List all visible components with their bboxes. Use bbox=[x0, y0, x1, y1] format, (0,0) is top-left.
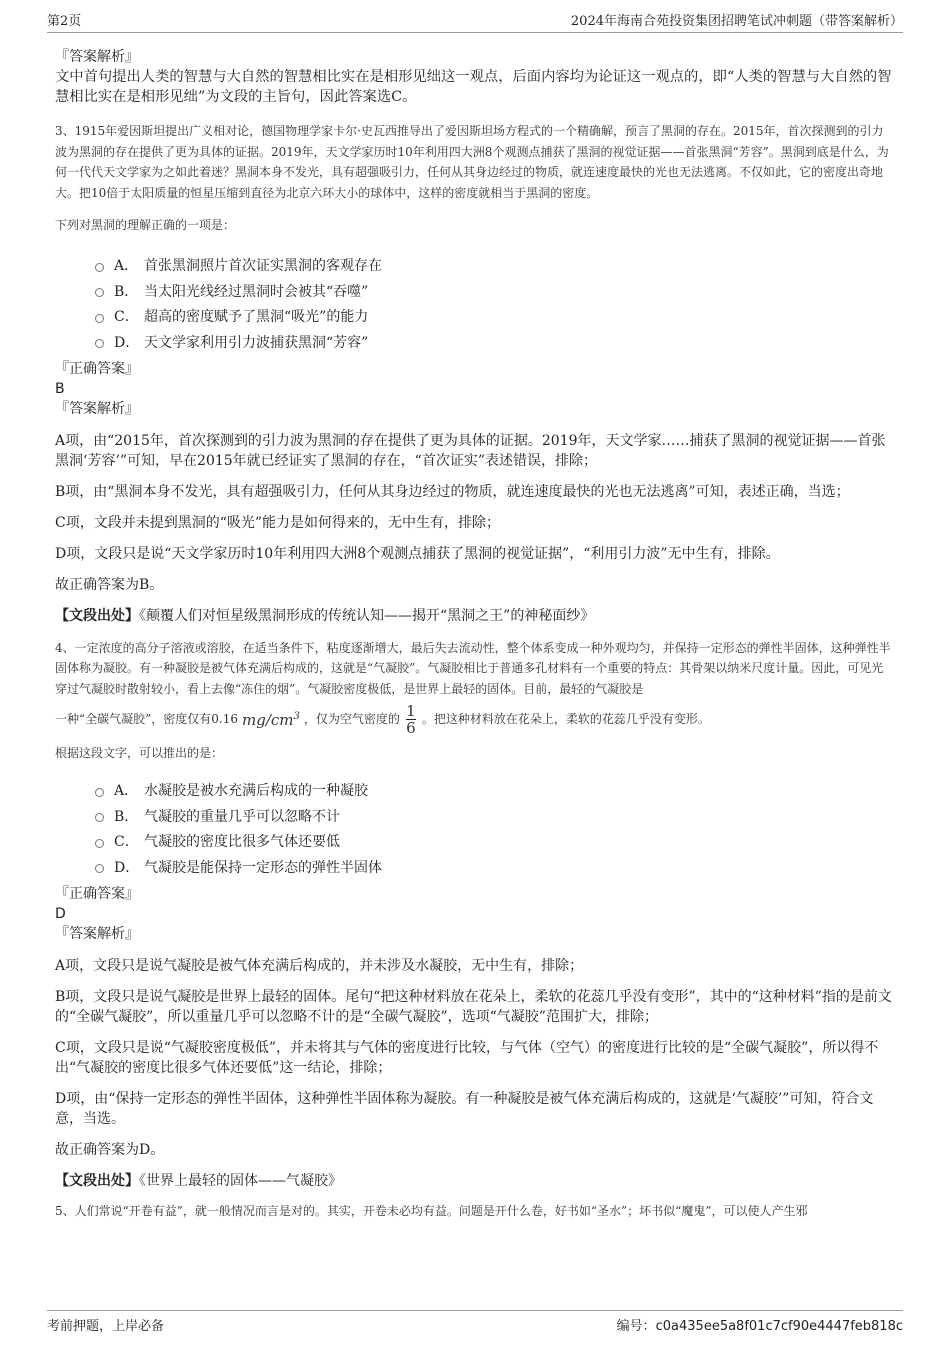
q4-analysis-label: 『答案解析』 bbox=[55, 925, 139, 942]
q4-conclusion: 故正确答案为D。 bbox=[55, 1141, 165, 1158]
q3-conclusion: 故正确答案为B。 bbox=[55, 576, 164, 593]
code-label: 编号： bbox=[616, 1319, 656, 1334]
code-value: c0a435ee5a8f01c7cf90e4447feb818c bbox=[655, 1319, 903, 1334]
q4-option-d[interactable] bbox=[55, 854, 895, 880]
q3-stem: 3、1915年爱因斯坦提出广义相对论，德国物理学家卡尔·史瓦西推导出了爱因斯坦场方程式的一个精确解，预言了黑洞的存在。2015年，首次探测到的引力波为黑洞的存在提供了更为具体的证据。2019年，天文学家历时10年利用四大洲8个观测点捕获了黑洞的视觉证据——首张黑洞“芳容”。黑洞到底是什么，为何一代代天文学家为之如此着迷？黑洞本身不发光，具有超强吸引力，任何从其身边经过的物质，就连速度最快的光也无法逃离。不仅如此，它的密度出奇地大。把10倍于太阳质量的恒星压缩到直径为北京六环大小的球体中，这样的密度就相当于黑洞的密度。 bbox=[55, 124, 889, 200]
option-letter: A． bbox=[114, 258, 139, 275]
radio-icon[interactable] bbox=[95, 288, 104, 297]
fraction-denominator: 6 bbox=[406, 718, 416, 737]
page-footer bbox=[47, 1310, 903, 1337]
source-title: 《颠覆人们对恒星级黑洞形成的传统认知——揭开“黑洞之王”的神秘面纱》 bbox=[139, 607, 595, 624]
q4-stem-part-b: ，仅为空气密度的 bbox=[303, 711, 400, 726]
q3-option-d[interactable] bbox=[55, 329, 895, 355]
source-label: 【文段出处】 bbox=[55, 1172, 139, 1189]
document-title: 2024年海南合苑投资集团招聘笔试冲刺题（带答案解析） bbox=[570, 14, 903, 29]
q3-option-c[interactable] bbox=[55, 304, 895, 330]
q2-analysis-text: 文中首句提出人类的智慧与大自然的智慧相比实在是相形见绌这一观点，后面内容均为论证这一观点的，即“人类的智慧与大自然的智慧相比实在是相形见绌”为文段的主旨句，因此答案选C。 bbox=[55, 69, 892, 105]
q4-stem: 4、一定浓度的高分子溶液或溶胶，在适当条件下，粘度逐渐增大，最后失去流动性，整个体系变成一种外观均匀，并保持一定形态的弹性半固体，这种弹性半固体称为凝胶。有一种凝胶是被气体充满后构成的，这就是“气凝胶”。气凝胶相比于普通多孔材料有一个重要的特点：其骨架以纳米尺度计量。因此，可见光穿过气凝胶时散射较小，看上去像“冻住的烟”。气凝胶密度极低，是世界上最轻的固体。目前，最轻的气凝胶是 bbox=[55, 640, 891, 696]
option-text: 天文学家利用引力波捕获黑洞“芳容” bbox=[144, 334, 369, 351]
radio-icon[interactable] bbox=[95, 839, 104, 848]
radio-icon[interactable] bbox=[95, 864, 104, 873]
page-header bbox=[47, 10, 903, 33]
q4-analysis-d: D项，由“保持一定形态的弹性半固体，这种弹性半固体称为凝胶。有一种凝胶是被气体充满后构成的，这就是‘气凝胶’”可知，符合文意，当选。 bbox=[55, 1090, 874, 1127]
q5-stem: 5、人们常说“开卷有益”，就一般情况而言是对的。其实，开卷未必均有益。问题是开什么卷，好书如“圣水”；坏书似“魔鬼”，可以使人产生邪 bbox=[55, 1203, 808, 1218]
radio-icon[interactable] bbox=[95, 314, 104, 323]
q3-analysis-label: 『答案解析』 bbox=[55, 400, 139, 417]
q4-option-c[interactable] bbox=[55, 829, 895, 855]
q3-analysis-a: A项，由“2015年，首次探测到的引力波为黑洞的存在提供了更为具体的证据。2019年，天文学家……捕获了黑洞的视觉证据——首张黑洞‘芳容’”可知，早在2015年就已经证实了黑洞的存在，“首次证实”表述错误，排除； bbox=[55, 432, 886, 469]
q2-analysis-label: 『答案解析』 bbox=[55, 49, 139, 65]
q4-stem-formula-line bbox=[55, 701, 895, 737]
q4-question: 根据这段文字，可以推出的是： bbox=[55, 746, 224, 760]
option-letter: B． bbox=[114, 283, 139, 300]
unit-base: mg/cm bbox=[242, 711, 294, 730]
q4-option-a[interactable] bbox=[55, 778, 895, 804]
option-letter: A． bbox=[114, 783, 139, 800]
q3-analysis-c: C项，文段并未提到黑洞的“吸光”能力是如何得来的，无中生有，排除； bbox=[55, 514, 501, 531]
document-code bbox=[617, 1315, 903, 1337]
option-letter: D． bbox=[114, 859, 140, 876]
option-text: 气凝胶是能保持一定形态的弹性半固体 bbox=[144, 859, 382, 876]
q3-correct-answer: B bbox=[55, 380, 65, 397]
radio-icon[interactable] bbox=[95, 788, 104, 797]
page-number: 第2页 bbox=[47, 14, 82, 29]
option-text: 超高的密度赋予了黑洞“吸光”的能力 bbox=[144, 309, 369, 326]
density-unit bbox=[242, 707, 300, 731]
q4-options bbox=[55, 778, 895, 880]
option-letter: C． bbox=[114, 834, 139, 851]
source-label: 【文段出处】 bbox=[55, 607, 139, 624]
page-content bbox=[55, 45, 895, 1221]
q3-analysis-b: B项，由“黑洞本身不发光，具有超强吸引力，任何从其身边经过的物质，就连速度最快的光也无法逃离”可知，表述正确，当选； bbox=[55, 483, 850, 500]
footer-slogan: 考前押题，上岸必备 bbox=[47, 1319, 165, 1334]
radio-icon[interactable] bbox=[95, 263, 104, 272]
source-title: 《世界上最轻的固体——气凝胶》 bbox=[139, 1172, 342, 1189]
q3-analysis-d: D项，文段只是说“天文学家历时10年利用四大洲8个观测点捕获了黑洞的视觉证据”，“利用引力波”无中生有，排除。 bbox=[55, 545, 780, 562]
option-text: 当太阳光线经过黑洞时会被其“吞噬” bbox=[144, 283, 369, 300]
q4-analysis-c: C项，文段只是说“气凝胶密度极低”，并未将其与气体的密度进行比较，与气体（空气）的密度进行比较的是“全碳气凝胶”，所以得不出“气凝胶的密度比很多气体还要低”这一结论，排除； bbox=[55, 1039, 879, 1076]
q4-stem-part-a: 一种“全碳气凝胶”，密度仅有0.16 bbox=[55, 711, 238, 726]
q4-option-b[interactable] bbox=[55, 803, 895, 829]
q4-stem-part-c: 。把这种材料放在花朵上，柔软的花蕊几乎没有变形。 bbox=[421, 711, 710, 726]
q3-options bbox=[55, 253, 895, 355]
q3-source bbox=[55, 606, 895, 626]
fraction-numerator: 1 bbox=[406, 701, 416, 720]
option-text: 首张黑洞照片首次证实黑洞的客观存在 bbox=[144, 258, 382, 275]
option-letter: B． bbox=[114, 808, 139, 825]
q3-option-a[interactable] bbox=[55, 253, 895, 279]
fraction bbox=[406, 703, 416, 736]
q3-question: 下列对黑洞的理解正确的一项是： bbox=[55, 218, 236, 232]
unit-exponent: 3 bbox=[293, 711, 300, 723]
q3-option-b[interactable] bbox=[55, 278, 895, 304]
q4-analysis-a: A项，文段只是说气凝胶是被气体充满后构成的，并未涉及水凝胶，无中生有，排除； bbox=[55, 957, 584, 974]
option-text: 气凝胶的密度比很多气体还要低 bbox=[144, 834, 340, 851]
q4-source bbox=[55, 1171, 895, 1191]
q4-analysis-b: B项，文段只是说气凝胶是世界上最轻的固体。尾句“把这种材料放在花朵上，柔软的花蕊几乎没有变形”，其中的“这种材料”指的是前文的“全碳气凝胶”，所以重量几乎可以忽略不计的是“全碳气凝胶”，选项“气凝胶”范围扩大，排除； bbox=[55, 988, 892, 1025]
radio-icon[interactable] bbox=[95, 813, 104, 822]
option-text: 水凝胶是被水充满后构成的一种凝胶 bbox=[144, 783, 368, 800]
q4-correct-answer: D bbox=[55, 905, 66, 922]
q4-correct-label: 『正确答案』 bbox=[55, 885, 139, 902]
radio-icon[interactable] bbox=[95, 339, 104, 348]
q3-correct-label: 『正确答案』 bbox=[55, 360, 139, 377]
option-letter: C． bbox=[114, 309, 139, 326]
option-text: 气凝胶的重量几乎可以忽略不计 bbox=[144, 808, 340, 825]
option-letter: D． bbox=[114, 334, 140, 351]
